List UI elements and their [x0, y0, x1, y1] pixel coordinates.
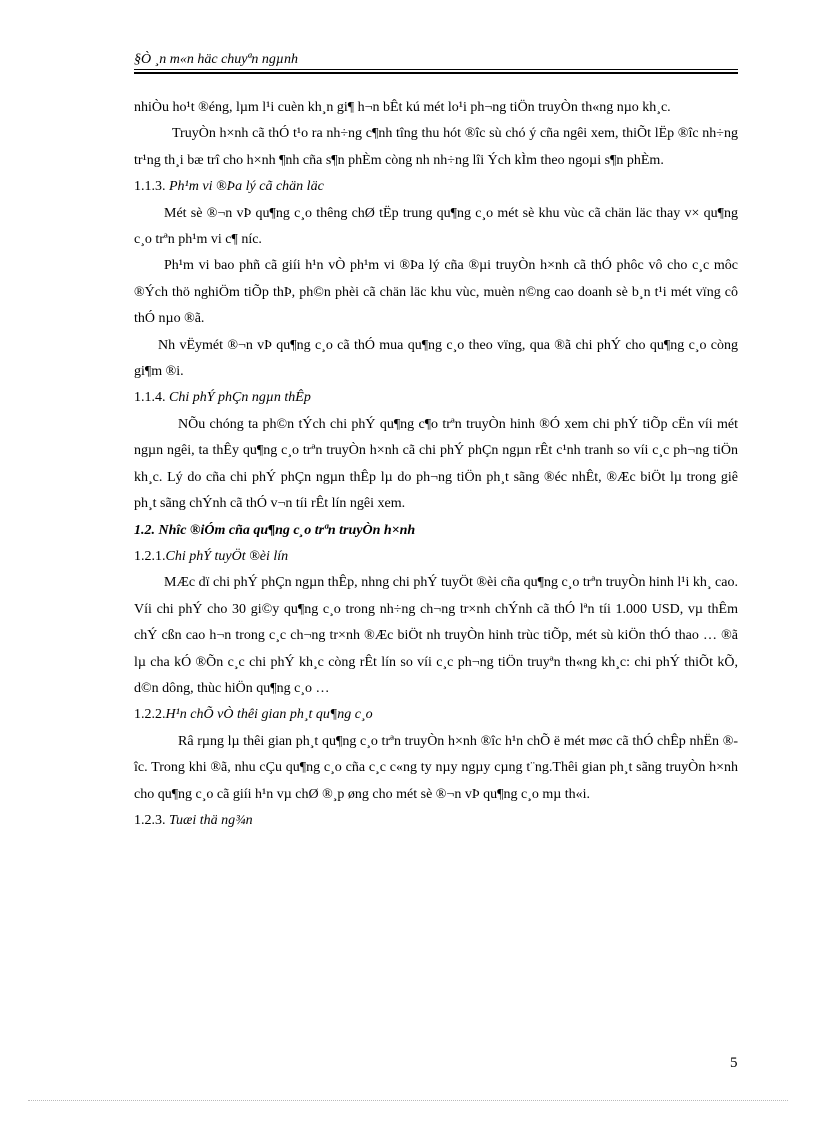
paragraph: Râ rµng lµ thêi gian ph¸t qu¶ng c¸o trªn truyÒn h×nh ®îc h¹n chÕ ë mét møc cã thÓ chÊp nhËn ®îc. Trong khi ®ã, nhu cÇu qu¶ng c¸o cña c¸c c«ng ty nµy ngµy cµng t¨ng.Thêi gian ph¸t sãng truyÒn h×nh cho qu¶ng c¸o cã giíi h¹n vµ chØ ®¸p øng cho mét sè ®¬n vÞ qu¶ng c¸o mµ th«i.	[134, 733, 738, 802]
paragraph: Mét sè ®¬n vÞ qu¶ng c¸o thêng chØ tËp trung qu¶ng c¸o mét sè khu vùc cã chän läc thay v× qu¶ng c¸o trªn ph¹m vi c¶ níc.	[134, 205, 738, 248]
section-heading-1-2-1	[134, 544, 738, 570]
paragraph: MÆc dï chi phÝ phÇn ngµn thÊp, nhng chi phÝ tuyÖt ®èi cña qu¶ng c¸o trªn truyÒn hinh l¹i kh¸ cao. Víi chi phÝ cho 30 gi©y qu¶ng c¸o trong nh÷ng ch¬ng tr×nh chÝnh cã thÓ lªn tíi 1.000 USD, vµ thÊm chÝ cßn cao h¬n trong c¸c ch¬ng tr×nh ®Æc biÖt nh truyÒn hinh trùc tiÕp, mét sù kiÖn thÓ thao … ®ã lµ cha kÓ ®Õn c¸c chi phÝ kh¸c còng rÊt lín so víi c¸c ph¬ng tiÖn truyªn th«ng kh¸c: chi phÝ thiÕt kÕ, d©n dông, thùc hiÖn qu¶ng c¸o …	[134, 575, 738, 696]
heading-title: Chi phÝ tuyÖt ®èi lín	[165, 548, 289, 564]
heading-number: 1.1.4.	[134, 390, 169, 406]
paragraph: Ph¹m vi bao phñ cã giíi h¹n vÒ ph¹m vi ®Þa lý cña ®µi truyÒn h×nh cã thÓ phôc vô cho c¸c môc ®Ých thö nghiÖm tiÕp thÞ, ph©n phèi cã chän läc khu vùc, muèn n©ng cao doanh sè b¸n t¹i mét vïng cô thÓ nµo ®ã.	[134, 258, 738, 327]
heading-number: 1.2.2.	[134, 707, 166, 723]
section-heading-1-2-3	[134, 808, 738, 834]
section-heading-1-1-3	[134, 174, 738, 200]
heading-title: Tuæi thä ng¾n	[169, 812, 253, 828]
heading-title: Ph¹m vi ®Þa lý cã chän läc	[169, 179, 324, 195]
heading-title: Chi phÝ phÇn ngµn thÊp	[169, 390, 311, 406]
heading-number: 1.2.1.	[134, 548, 166, 564]
heading-title: H¹n chÕ vÒ thêi gian ph¸t qu¶ng c¸o	[165, 707, 373, 723]
heading-number: 1.1.3.	[134, 179, 169, 195]
paragraph: Nh vËymét ®¬n vÞ qu¶ng c¸o cã thÓ mua qu¶ng c¸o theo vïng, qua ®ã chi phÝ cho qu¶ng c¸o còng gi¶m ®i.	[134, 337, 738, 380]
page-number: 5	[730, 1055, 738, 1071]
page-bottom-divider	[28, 1100, 788, 1101]
paragraph: NÕu chóng ta ph©n tÝch chi phÝ qu¶ng c¶o trªn truyÒn hinh ®Ó xem chi phÝ tiÕp cËn víi mét ngµn ngêi, ta thÊy qu¶ng c¸o trªn truyÒn h×nh cã chi phÝ phÇn ngµn rÊt c¹nh tranh so víi c¸c ph¬ng tiÖn kh¸c. Lý do cña chi phÝ phÇn ngµn thÊp lµ do ph¬ng tiÖn ph¸t sãng ®éc nhÊt, ®Æc biÖt lµ trong giê ph¸t sãng chÝnh cã thÓ v¬n tíi rÊt lín ngêi xem.	[134, 416, 738, 512]
paragraph: TruyÒn h×nh cã thÓ t¹o ra nh÷ng c¶nh tîng thu hót ®îc sù chó ý cña ngêi xem, thiÕt lËp ®îc nh÷ng tr¹ng th¸i bæ trî cho h×nh ¶nh cña s¶n phÈm còng nh nh÷ng lîi Ých kÌm theo ngoµi s¶n phÈm.	[134, 126, 738, 168]
section-heading-1-2-2	[134, 702, 738, 728]
heading-number: 1.2.3.	[134, 812, 169, 828]
section-heading-1-1-4	[134, 385, 738, 411]
header-rule-thin	[134, 69, 738, 70]
running-header: §Ò ¸n m«n häc chuyªn ngµnh	[134, 52, 298, 67]
paragraph: nhiÒu ho¹t ®éng, lµm l¹i cuèn kh¸n gi¶ h¬n bÊt kú mét lo¹i ph¬ng tiÖn truyÒn th«ng nµo kh¸c.	[134, 100, 671, 115]
body-text	[134, 95, 738, 834]
section-heading-1-2: 1.2. Nhîc ®iÓm cña qu¶ng c¸o trªn truyÒn h×nh	[134, 522, 416, 538]
header-rule-thick	[134, 72, 738, 74]
